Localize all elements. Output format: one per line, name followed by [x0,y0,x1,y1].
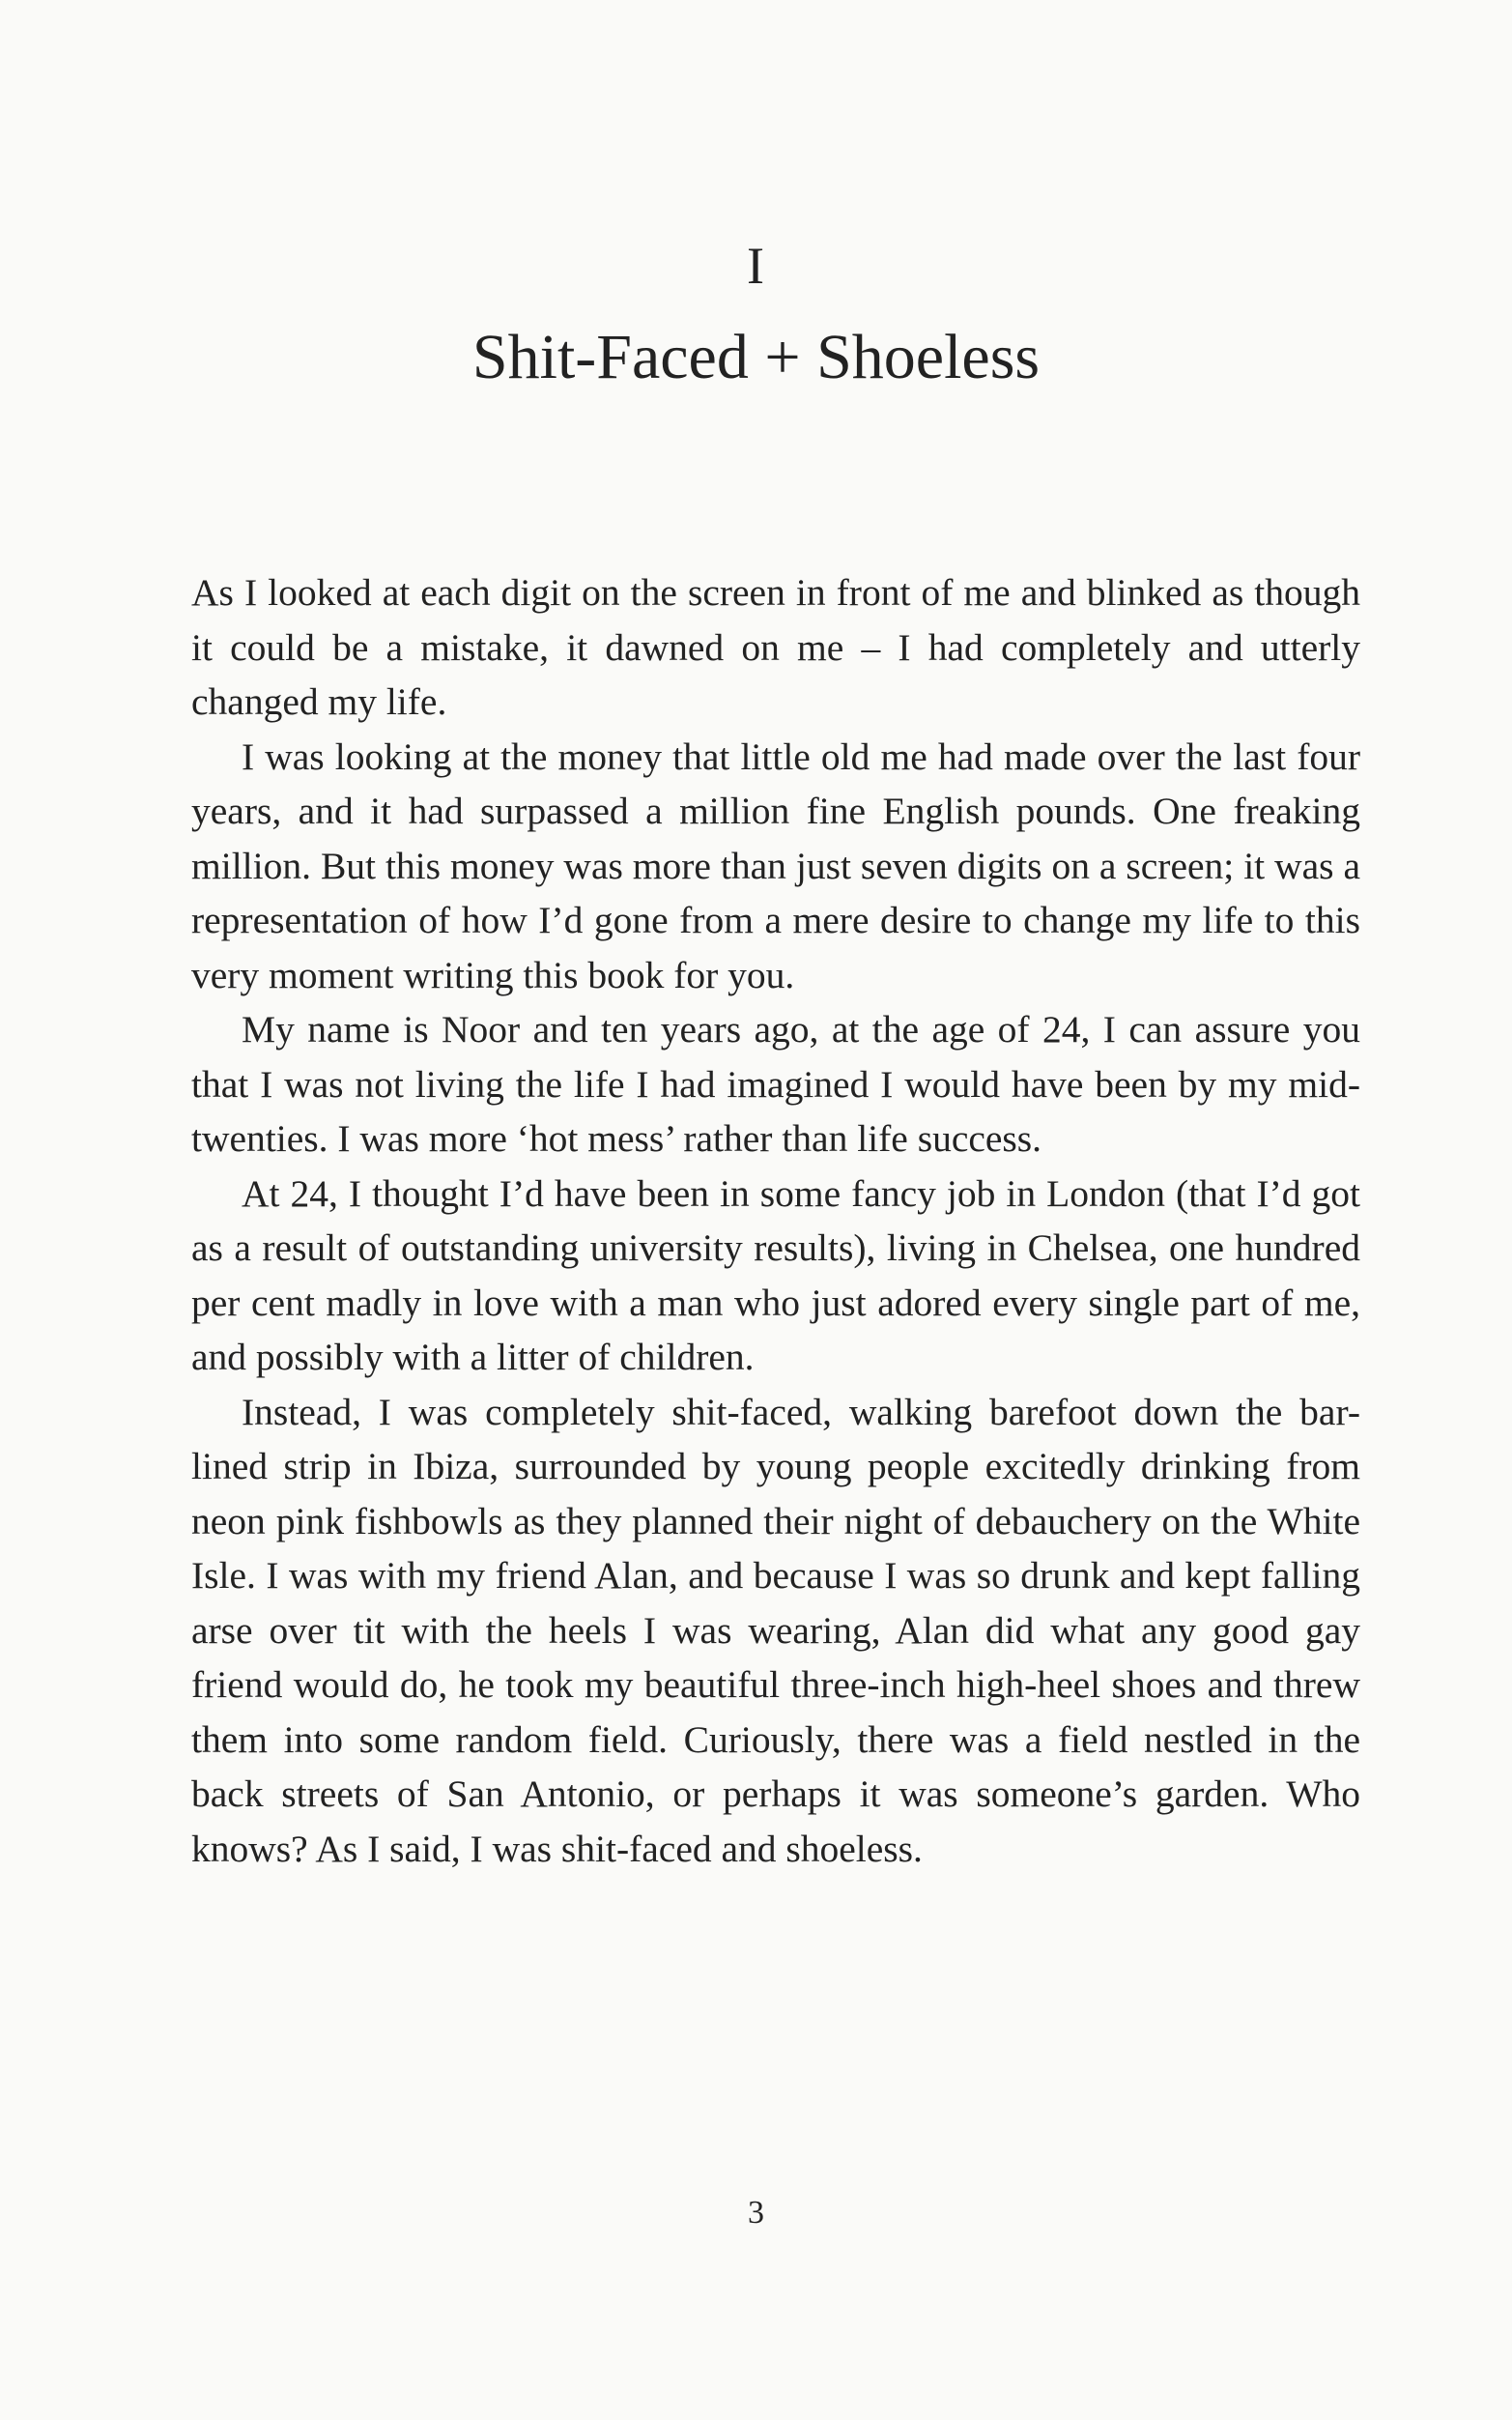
chapter-body [191,565,1360,1876]
paragraph: As I looked at each digit on the screen in front of me and blinked as though it could be a mistake, it dawned on me – I had completely and utterly changed my life. [191,571,1360,723]
chapter-number: I [747,237,765,295]
paragraph: My name is Noor and ten years ago, at the age of 24, I can assure you that I was not living the life I had imagined I would have been by my mid-twenties. I was more ‘hot mess’ rather than life success. [191,1008,1360,1160]
paragraph: I was looking at the money that little old me had made over the last four years, and it had surpassed a million fine English pounds. One freaking million. But this money was more than just seven digits on a screen; it was a representation of how I’d gone from a mere desire to change my life to this very moment writing this book for you. [191,735,1360,996]
paragraph: At 24, I thought I’d have been in some fancy job in London (that I’d got as a result of outstanding university results), living in Chelsea, one hundred per cent madly in love with a man who just adored every single part of me, and possibly with a litter of children. [191,1171,1360,1378]
chapter-title: Shit-Faced + Shoeless [471,322,1041,392]
page-number: 3 [748,2195,764,2231]
paragraph: Instead, I was completely shit-faced, walking barefoot down the bar-lined strip in Ibiza, surrounded by young people excitedly drinking from neon pink fishbowls as they planned their night of debauchery on the White Isle. I was with my friend Alan, and because I was so drunk and kept falling arse over tit with the heels I was wearing, Alan did what any good gay friend would do, he took my beautiful three-inch high-heel shoes and threw them into some random field. Curiously, there was a field nestled in the back streets of San Antonio, or perhaps it was someone’s garden. Who knows? As I said, I was shit-faced and shoeless. [191,1390,1360,1870]
